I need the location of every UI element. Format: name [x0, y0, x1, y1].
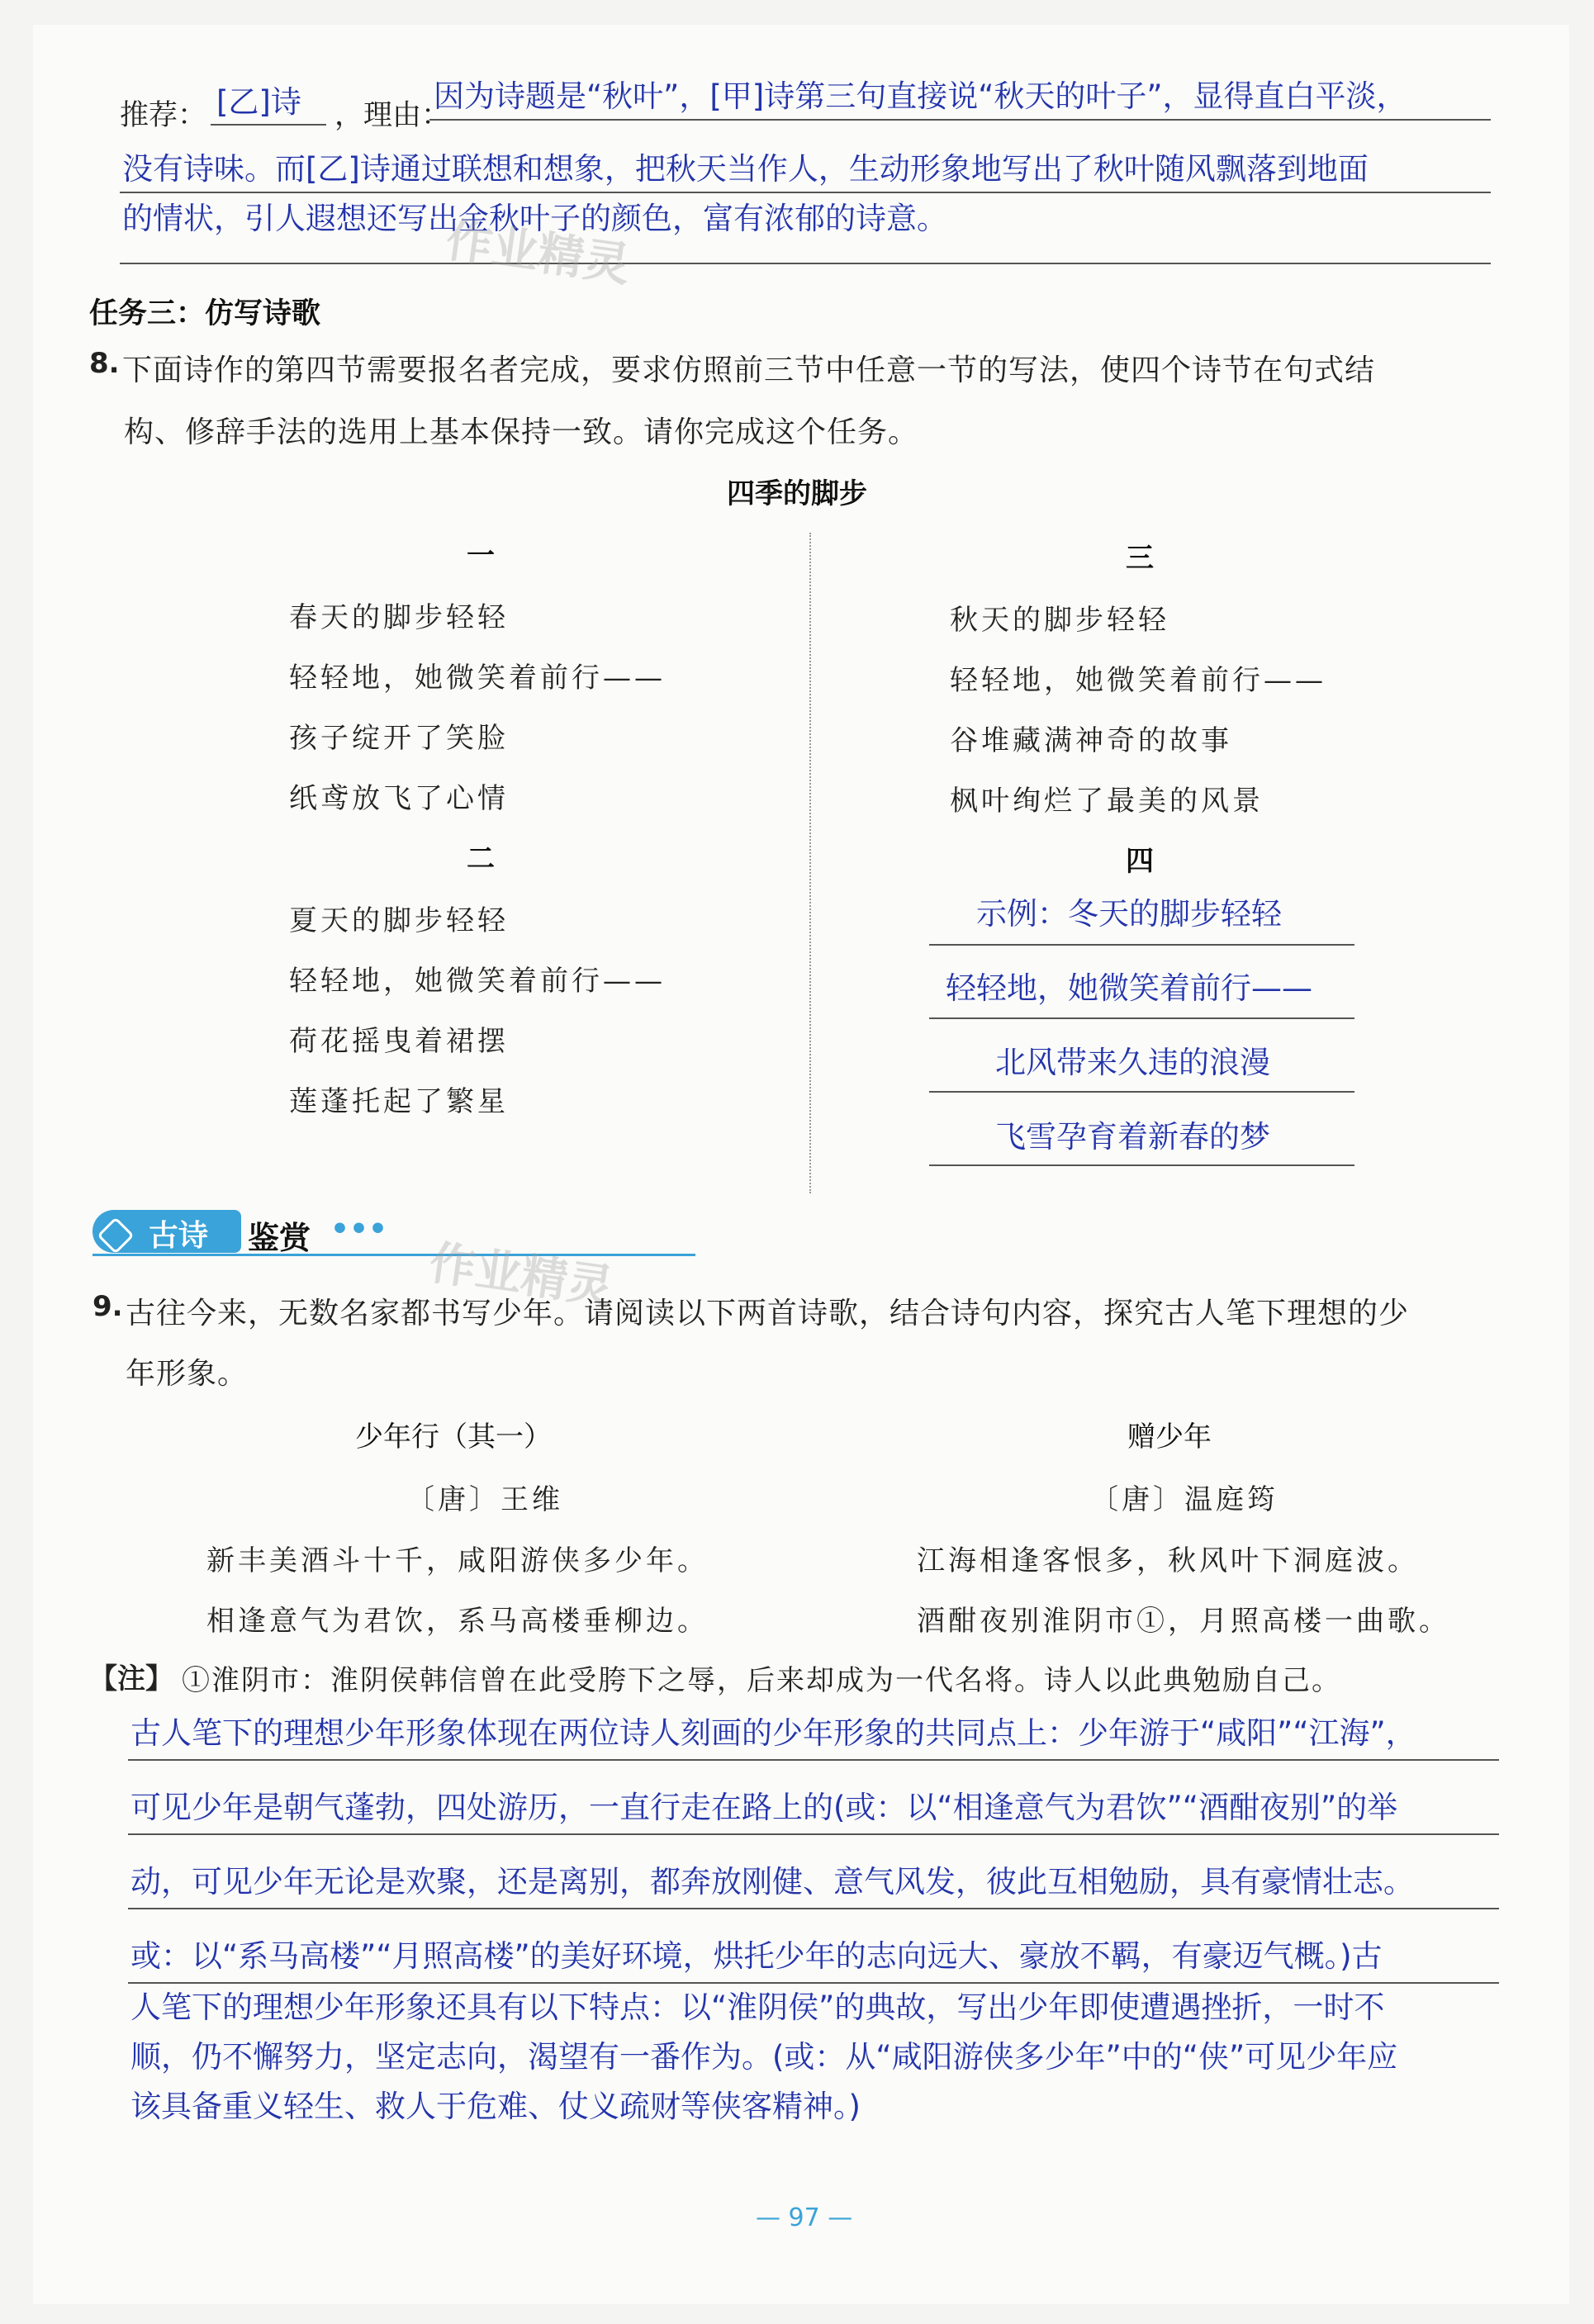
- stanza-3-line-3: 谷堆藏满神奇的故事: [950, 724, 1232, 757]
- q9-answer-line-2: 可见少年是朝气蓬勃，四处游历，一直行走在路上的(或：以“相逢意气为君饮”“酒酣夜别”的举: [130, 1790, 1398, 1825]
- q9-answer-line-6: 顺，仍不懈努力，坚定志向，渴望有一番作为。(或：从“咸阳游侠多少年”中的“侠”可见少年应: [130, 2039, 1398, 2075]
- stanza-3-number: 三: [1126, 542, 1154, 575]
- answer-line: [929, 1091, 1354, 1093]
- reason-line-3: 的情状，引人遐想还写出金秋叶子的颜色，富有浓郁的诗意。: [122, 201, 947, 236]
- stanza-2-number: 二: [467, 842, 495, 875]
- poem-b-line-2: 酒酣夜别淮阴市①，月照高楼一曲歌。: [917, 1605, 1450, 1638]
- watermark: 作业精灵: [442, 213, 633, 293]
- q9-number: 9.: [93, 1290, 123, 1323]
- reason-line-2: 没有诗味。而[乙]诗通过联想和想象，把秋天当作人，生动形象地写出了秋叶随风飘落到地面: [122, 151, 1369, 187]
- stanza-1-number: 一: [467, 539, 495, 572]
- stanza-4-line-2: 轻轻地，她微笑着前行——: [946, 970, 1312, 1006]
- watermark: 作业精灵: [425, 1236, 617, 1316]
- page-number: — 97 —: [756, 2203, 853, 2232]
- answer-line: [128, 1908, 1499, 1909]
- task3-heading: 任务三：仿写诗歌: [89, 297, 321, 330]
- stanza-4-number: 四: [1126, 845, 1154, 878]
- section-dots: •••: [330, 1212, 388, 1246]
- stanza-3-line-4: 枫叶绚烂了最美的风景: [950, 785, 1264, 818]
- poem-b-line-1: 江海相逢客恨多，秋风叶下洞庭波。: [917, 1544, 1419, 1577]
- poem-a-line-1: 新丰美酒斗十千，咸阳游侠多少年。: [206, 1544, 709, 1577]
- answer-line: [128, 1982, 1499, 1984]
- q8-number: 8.: [89, 347, 120, 380]
- recommend-answer: [乙]诗: [216, 84, 301, 120]
- q9-answer-line-7: 该具备重义轻生、救人于危难、仗义疏财等侠客精神。): [130, 2089, 861, 2124]
- q9-answer-line-4: 或：以“系马高楼”“月照高楼”的美好环境，烘托少年的志向远大、豪放不羁，有豪迈气概。)古: [130, 1938, 1383, 1974]
- answer-line: [211, 124, 326, 126]
- poem-b-author: 〔唐〕温庭筠: [1090, 1483, 1279, 1516]
- column-divider: [809, 533, 811, 1193]
- answer-line: [128, 1833, 1499, 1835]
- stanza-2-line-2: 轻轻地，她微笑着前行——: [289, 965, 666, 998]
- stanza-1-line-3: 孩子绽开了笑脸: [289, 722, 509, 755]
- answer-line: [120, 263, 1491, 264]
- answer-line: [120, 192, 1491, 193]
- q9-answer-line-1: 古人笔下的理想少年形象体现在两位诗人刻画的少年形象的共同点上：少年游于“咸阳”“江海”，: [130, 1715, 1416, 1751]
- reason-label: ，理由：: [334, 99, 451, 132]
- poem-b-title: 赠少年: [1127, 1420, 1212, 1454]
- q9-text-line-1: 古往今来，无数名家都书写少年。请阅读以下两首诗歌，结合诗句内容，探究古人笔下理想的少: [126, 1297, 1410, 1330]
- stanza-1-line-2: 轻轻地，她微笑着前行——: [289, 662, 666, 695]
- q9-answer-line-5: 人笔下的理想少年形象还具有以下特点：以“淮阴侯”的典故，写出少年即使遭遇挫折，一时不: [130, 1990, 1385, 2025]
- q8-text-line-1: 下面诗作的第四节需要报名者完成，要求仿照前三节中任意一节的写法，使四个诗节在句式结: [122, 353, 1376, 387]
- stanza-2-line-3: 荷花摇曳着裙摆: [289, 1025, 509, 1058]
- q9-answer-line-3: 动，可见少年无论是欢聚，还是离别，都奔放刚健、意气风发，彼此互相勉励，具有豪情壮志。: [130, 1864, 1414, 1900]
- section-badge-label: 古诗: [149, 1219, 209, 1253]
- note-label: 【注】: [89, 1662, 173, 1696]
- stanza-3-line-1: 秋天的脚步轻轻: [950, 604, 1169, 637]
- stanza-1-line-1: 春天的脚步轻轻: [289, 601, 509, 634]
- poem-a-author: 〔唐〕王维: [406, 1483, 563, 1516]
- poem-a-line-2: 相逢意气为君饮，系马高楼垂柳边。: [206, 1605, 709, 1638]
- answer-line: [929, 944, 1354, 946]
- poem-a-title: 少年行（其一）: [355, 1420, 552, 1454]
- poem-title: 四季的脚步: [727, 477, 867, 510]
- stanza-2-line-1: 夏天的脚步轻轻: [289, 904, 509, 937]
- recommend-label: 推荐：: [120, 99, 207, 132]
- reason-line-1: 因为诗题是“秋叶”，[甲]诗第三句直接说“秋天的叶子”，显得直白平淡，: [434, 78, 1407, 114]
- answer-line: [128, 1759, 1499, 1761]
- q8-text-line-2: 构、修辞手法的选用上基本保持一致。请你完成这个任务。: [124, 415, 919, 449]
- stanza-1-line-4: 纸鸢放飞了心情: [289, 782, 509, 815]
- stanza-4-line-1: 示例：冬天的脚步轻轻: [976, 896, 1282, 932]
- stanza-2-line-4: 莲蓬托起了繁星: [289, 1085, 509, 1118]
- stanza-4-line-3: 北风带来久违的浪漫: [995, 1045, 1270, 1080]
- section-title: 鉴赏: [248, 1220, 311, 1256]
- note-text: ①淮阴市：淮阴侯韩信曾在此受胯下之辱，后来却成为一代名将。诗人以此典勉励自己。: [182, 1664, 1341, 1697]
- stanza-3-line-2: 轻轻地，她微笑着前行——: [950, 664, 1326, 697]
- answer-line: [929, 1017, 1354, 1019]
- q9-text-line-2: 年形象。: [126, 1357, 249, 1391]
- answer-line: [929, 1164, 1354, 1166]
- answer-line: [429, 119, 1491, 121]
- stanza-4-line-4: 飞雪孕育着新春的梦: [995, 1119, 1270, 1155]
